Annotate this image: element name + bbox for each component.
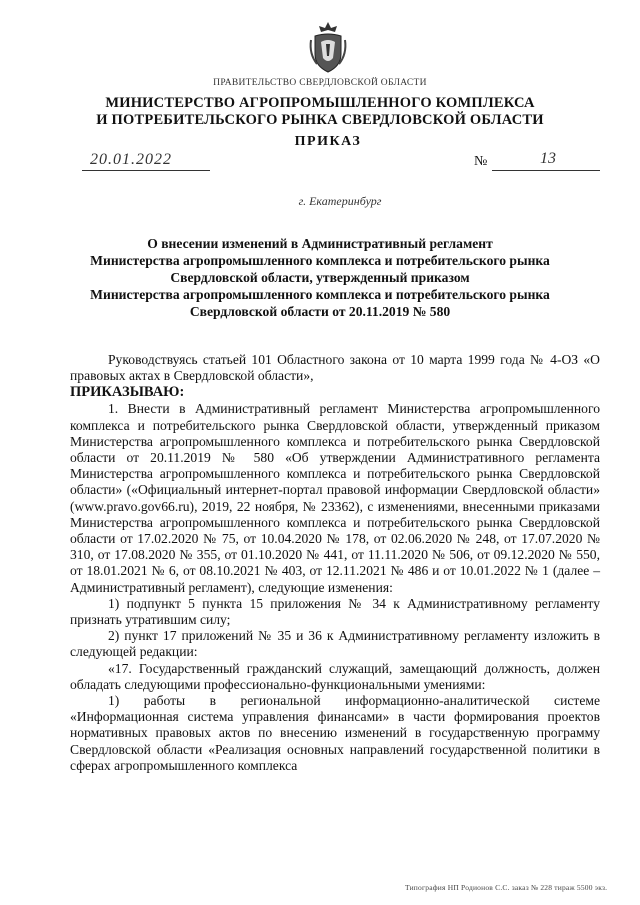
title-line4: Министерства агропромышленного комплекса и потребительского рынка [90, 287, 550, 302]
ministry-name [0, 95, 640, 129]
ministry-name-line2: И ПОТРЕБИТЕЛЬСКОГО РЫНКА СВЕРДЛОВСКОЙ ОБЛАСТИ [96, 112, 544, 128]
subclause-1-paragraph: 1) подпункт 5 пункта 15 приложения № 34 к Административному регламенту признать утратившим силу; [70, 595, 600, 628]
order-date: 20.01.2022 [90, 151, 172, 168]
order-number: 13 [540, 150, 556, 167]
order-title [0, 235, 640, 320]
order-body [70, 352, 600, 774]
coat-of-arms-icon [307, 20, 349, 74]
date-underline [82, 170, 210, 171]
print-info: Типография НП Родионов С.С. заказ № 228 тираж 5500 экз. [405, 883, 608, 892]
ministry-name-line1: МИНИСТЕРСТВО АГРОПРОМЫШЛЕННОГО КОМПЛЕКСА [105, 95, 535, 111]
clause-1-paragraph: 1. Внести в Административный регламент Министерства агропромышленного комплекса и потребительского рынка Свердловской области, утвержденный приказом Министерства агропромышленного комплекса и потребительского рынка Свердловской области от 20.11.2019 № 580 «Об утверждении Административного регламента Министерства агропромышленного комплекса и потребительского рынка Свердловской области» («Официальный интернет-портал правовой информации Свердловской области» (www.pravo.gov66.ru), 2019, 22 ноября, № 23362), с изменениями, внесенными приказами Министерства агропромышленного комплекса и потребительского рынка Свердловской области от 17.02.2020 № 75, от 10.04.2020 № 178, от 02.06.2020 № 248, от 17.07.2020 № 310, от 17.08.2020 № 355, от 01.10.2020 № 441, от 11.11.2020 № 506, от 09.12.2020 № 550, от 18.01.2021 № 6, от 08.10.2021 № 403, от 12.11.2021 № 486 и от 10.01.2022 № 1 (далее – Административный регламент), следующие изменения: [70, 401, 600, 595]
document-type: ПРИКАЗ [294, 134, 362, 149]
skill-1-paragraph: 1) работы в региональной информационно-аналитической системе «Информационная система управления финансами» в части формирования проектов нормативных правовых актов по внесению изменений в государственную программу Свердловской области «Реализация основных направлений государственной политики в сферах агропромышленного комплекса [70, 693, 600, 773]
subclause-2-paragraph: 2) пункт 17 приложений № 35 и 36 к Административному регламенту изложить в следующей редакции: [70, 628, 600, 660]
title-line5: Свердловской области от 20.11.2019 № 580 [189, 304, 451, 319]
number-sign: № [474, 154, 488, 169]
preamble-paragraph: Руководствуясь статьей 101 Областного закона от 10 марта 1999 года № 4-ОЗ «О правовых актах в Свердловской области», [70, 352, 600, 384]
quoted-clause-17-paragraph: «17. Государственный гражданский служащий, замещающий должность, должен обладать следующими профессионально-функциональными умениями: [70, 660, 600, 692]
order-keyword: ПРИКАЗЫВАЮ: [70, 384, 185, 401]
title-line1: О внесении изменений в Административный регламент [147, 236, 493, 251]
title-line2: Министерства агропромышленного комплекса и потребительского рынка [90, 253, 550, 268]
number-underline [492, 170, 600, 171]
government-name: ПРАВИТЕЛЬСТВО СВЕРДЛОВСКОЙ ОБЛАСТИ [213, 78, 427, 88]
city: г. Екатеринбург [298, 194, 382, 208]
title-line3: Свердловской области, утвержденный приказом [170, 270, 470, 285]
